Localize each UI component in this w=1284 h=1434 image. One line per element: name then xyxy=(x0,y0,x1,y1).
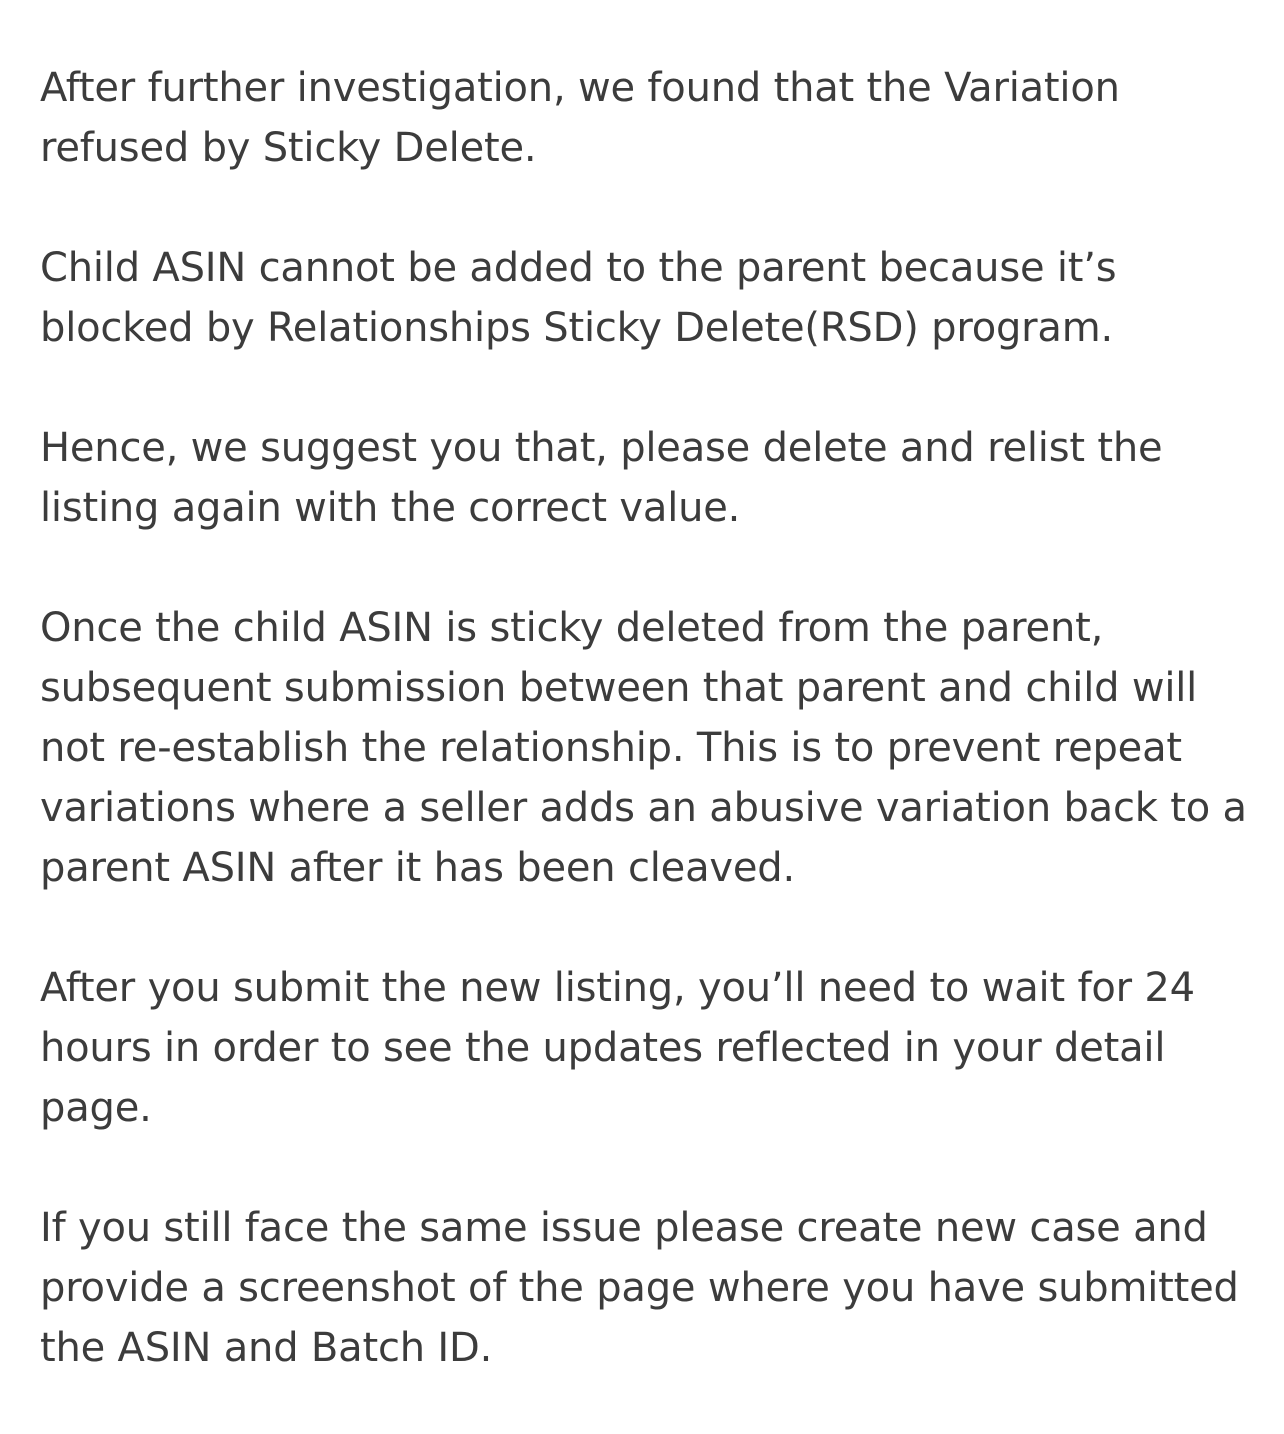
paragraph-investigation: After further investigation, we found that the Variation refused by Sticky Delete. xyxy=(40,65,1120,171)
paragraph-sticky-delete-explanation: Once the child ASIN is sticky deleted from the parent, subsequent submission between that parent and child will not re-establish the relationship. This is to prevent repeat variations where a seller adds an abusive variation back to a parent ASIN after it has been cleaved. xyxy=(40,605,1247,891)
message-body xyxy=(40,58,1260,1378)
paragraph-wait-time: After you submit the new listing, you’ll need to wait for 24 hours in order to see the updates reflected in your detail page. xyxy=(40,965,1195,1131)
paragraph-new-case: If you still face the same issue please create new case and provide a screenshot of the page where you have submitted the ASIN and Batch ID. xyxy=(40,1205,1239,1371)
paragraph-suggestion: Hence, we suggest you that, please delete and relist the listing again with the correct value. xyxy=(40,425,1163,531)
paragraph-child-asin-blocked: Child ASIN cannot be added to the parent because it’s blocked by Relationships Sticky Delete(RSD) program. xyxy=(40,245,1117,351)
